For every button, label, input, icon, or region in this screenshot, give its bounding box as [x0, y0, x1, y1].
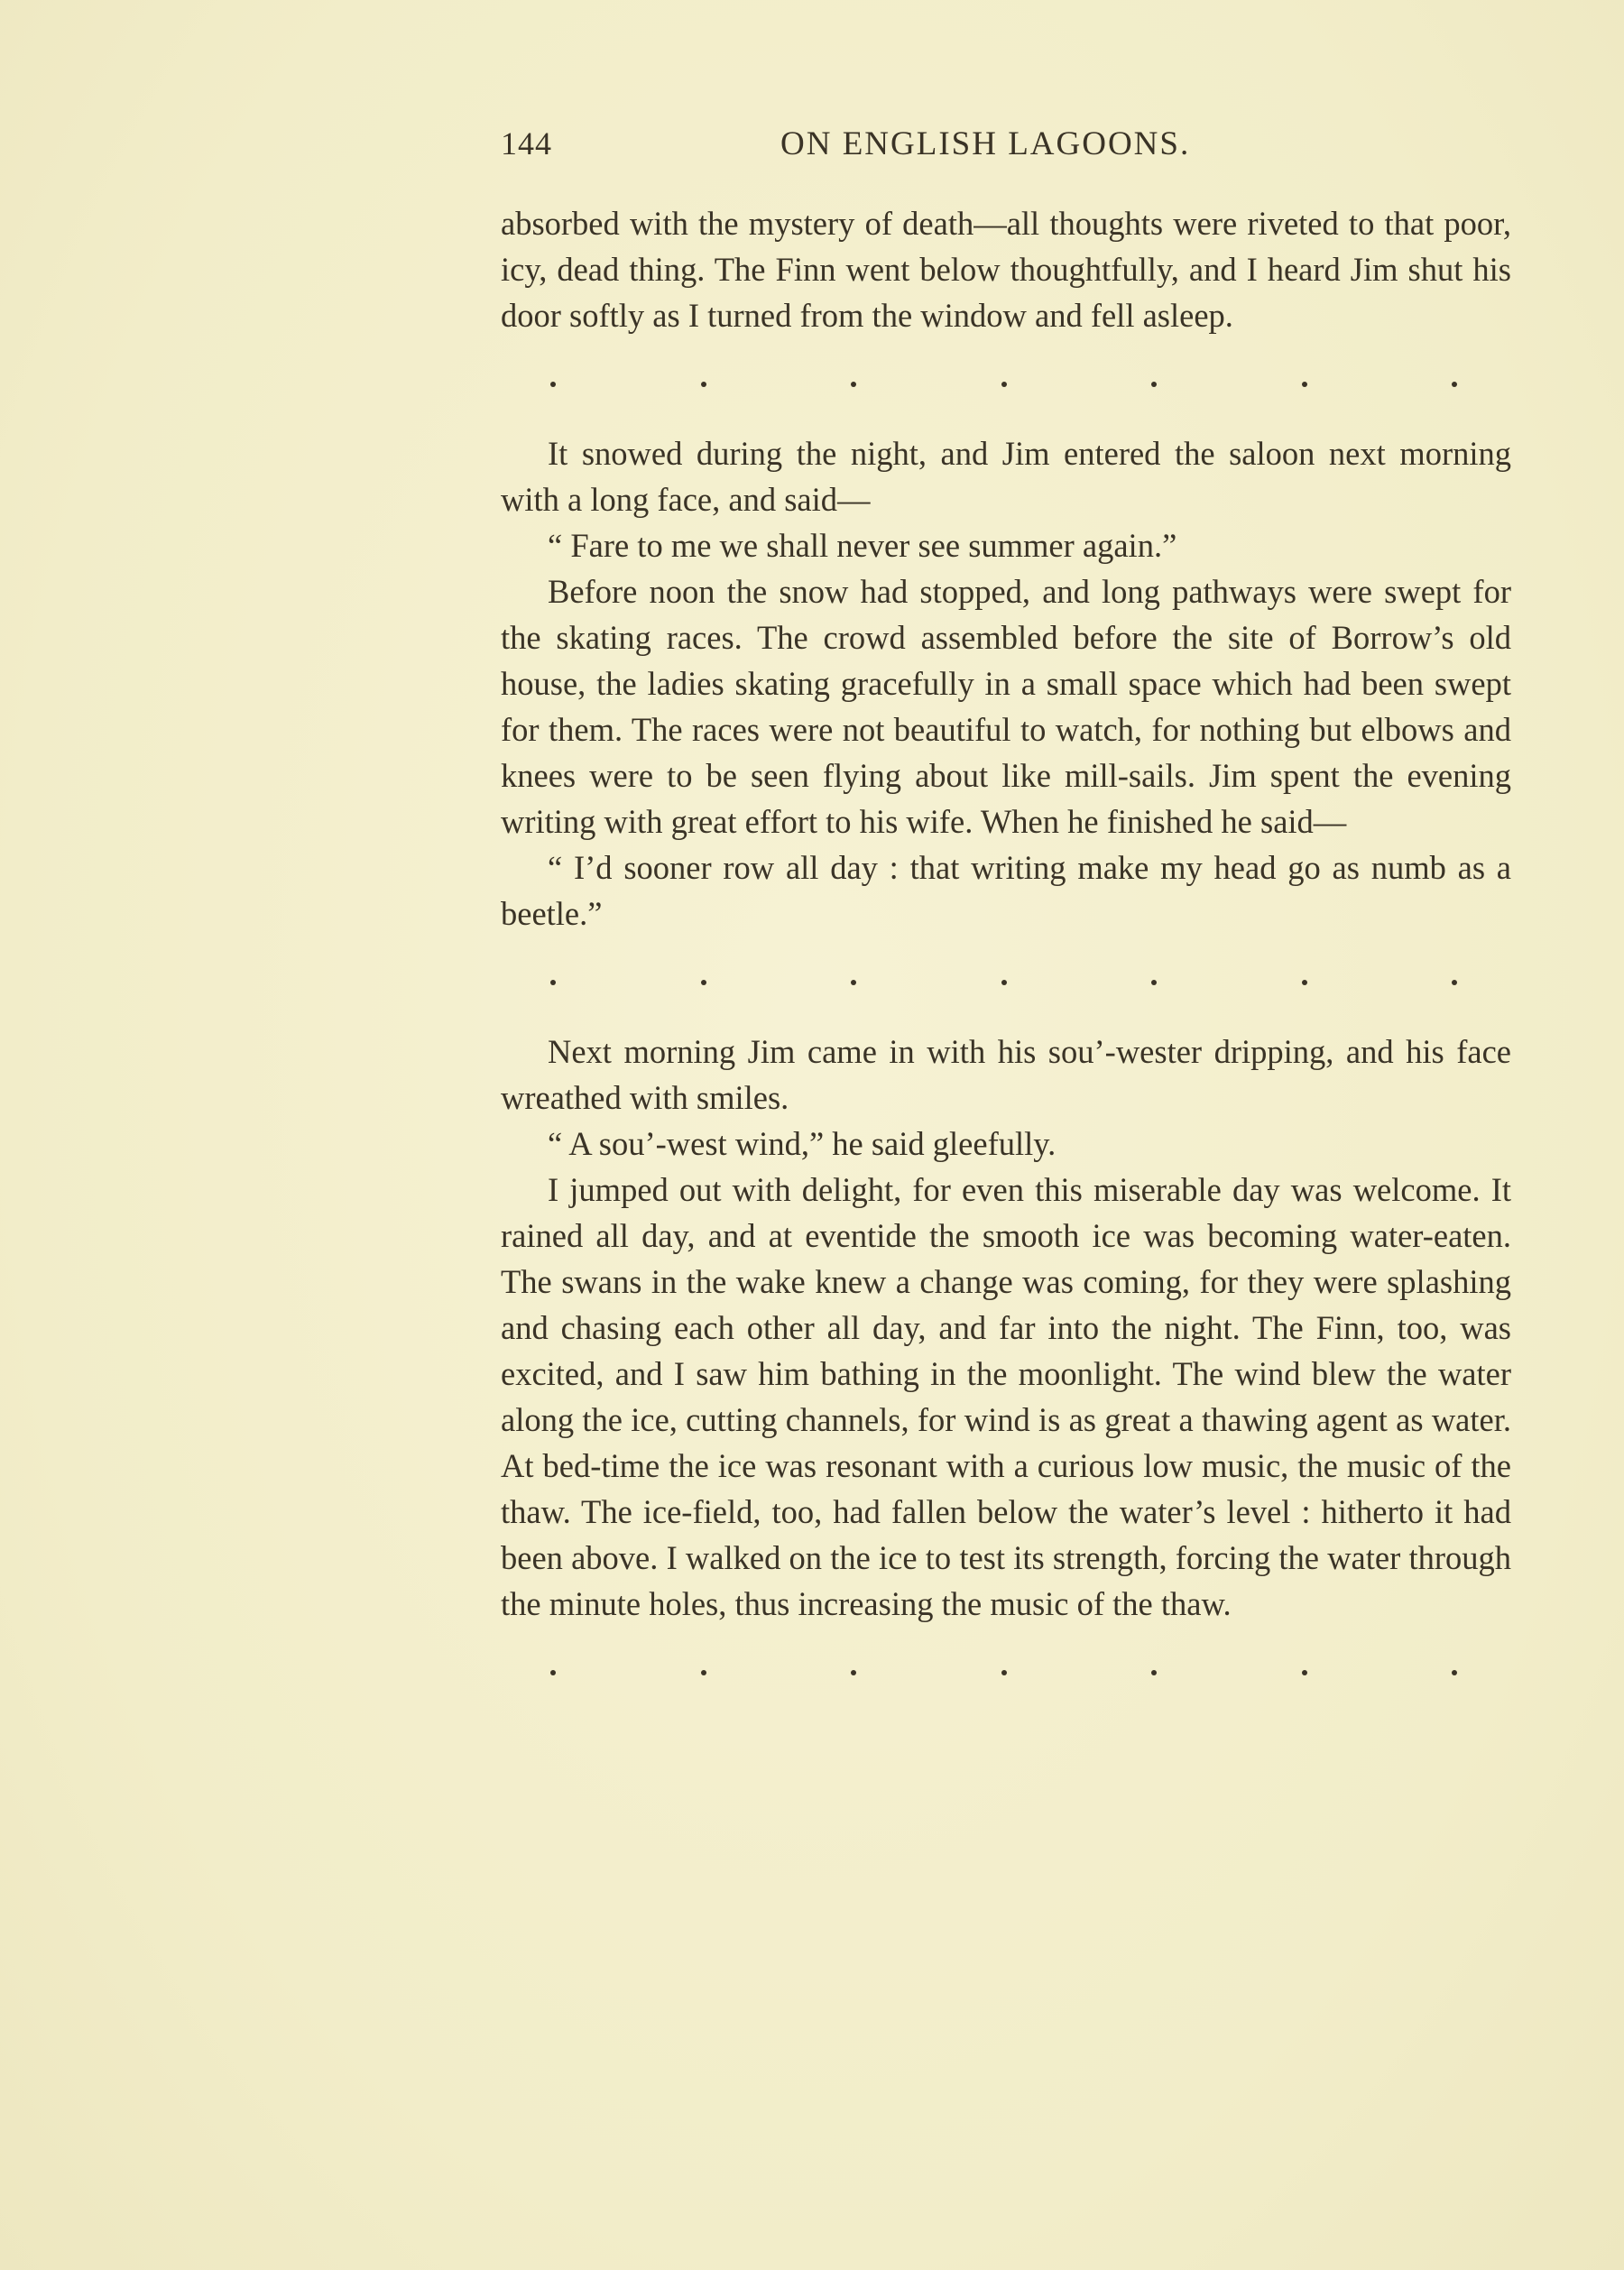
section-break: [501, 937, 1511, 1029]
page-number: 144: [501, 125, 552, 161]
paragraph: I jumped out with delight, for even this miserable day was welcome. It rained all day, and at eventide the smooth ice was becoming water-eaten. The swans in the wake knew a change was coming, for they were splashing and chasing each other all day, and far into the night. The Finn, too, was excited, and I saw him bathing in the moonlight. The wind blew the water along the ice, cutting channels, for wind is as great a thawing agent as water. At bed-time the ice was resonant with a curious low music, the music of the thaw. The ice-field, too, had fallen below the water’s level : hitherto it had been above. I walked on the ice to test its strength, forcing the water through the minute holes, thus increasing the music of the thaw.: [501, 1171, 1511, 1622]
body-text: [501, 200, 1511, 1719]
paragraph: It snowed during the night, and Jim entered the saloon next morning with a long face, and said—: [501, 435, 1511, 518]
paragraph: “ Fare to me we shall never see summer again.”: [548, 527, 1177, 564]
paragraph: “ A sou’-west wind,” he said gleefully.: [548, 1125, 1057, 1162]
paragraph: “ I’d sooner row all day : that writing make my head go as numb as a beetle.”: [501, 849, 1511, 932]
running-head: ON ENGLISH LAGOONS.: [780, 125, 1191, 162]
paragraph: Next morning Jim came in with his sou’-wester dripping, and his face wreathed with smiles.: [501, 1033, 1511, 1116]
paragraph: Before noon the snow had stopped, and long pathways were swept for the skating races. The crowd assembled before the site of Borrow’s old house, the ladies skating gracefully in a small space which had been swept for them. The races were not beautiful to watch, for nothing but elbows and knees were to be seen flying about like mill-sails. Jim spent the evening writing with great effort to his wife. When he finished he said—: [501, 573, 1511, 840]
section-break: [501, 338, 1511, 430]
paragraph: absorbed with the mystery of death—all thoughts were riveted to that poor, icy, dead thing. The Finn went below thoughtfully, and I heard Jim shut his door softly as I turned from the window and fell asleep.: [501, 205, 1511, 334]
section-break: [501, 1627, 1511, 1719]
page-header: [501, 125, 1511, 179]
